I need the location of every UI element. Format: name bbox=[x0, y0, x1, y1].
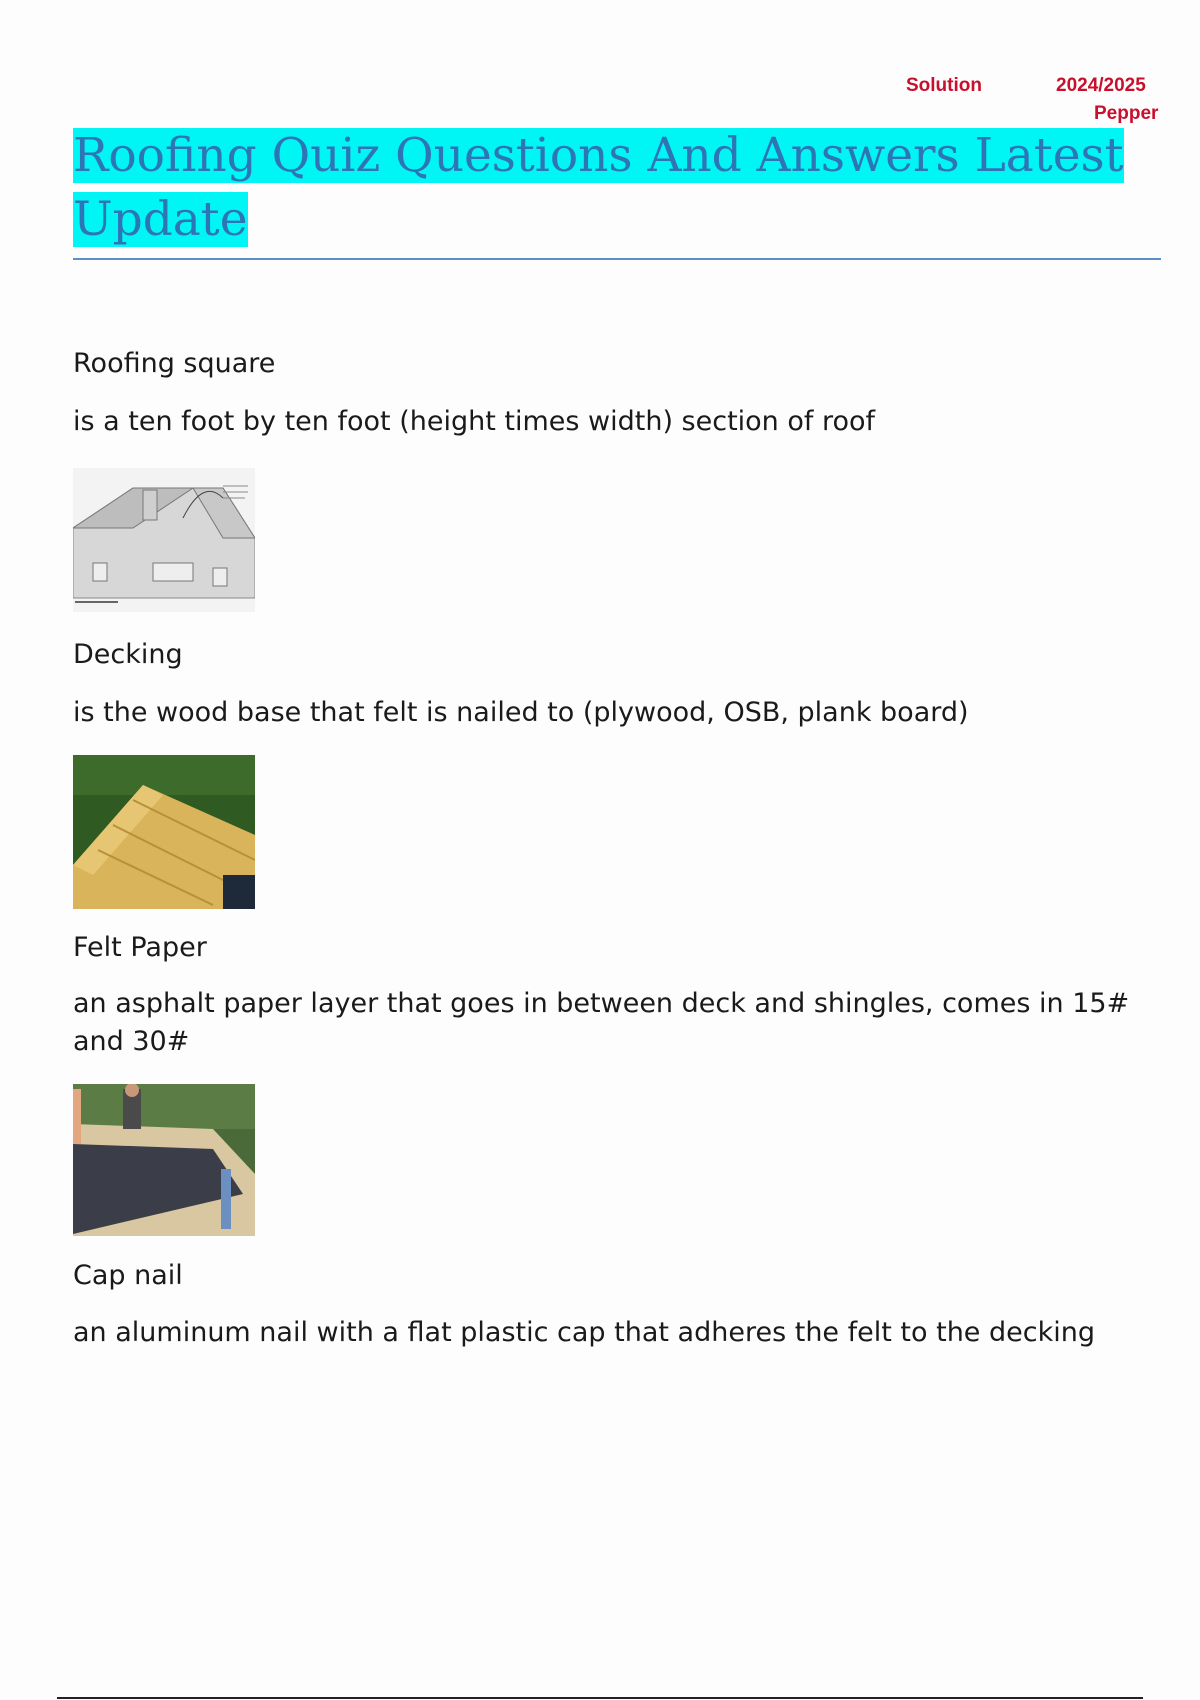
title-underline bbox=[73, 258, 1161, 260]
title-line-2: Update bbox=[73, 192, 248, 247]
entry-definition-felt-paper: an asphalt paper layer that goes in between deck and shingles, comes in 15# and 30# bbox=[73, 988, 1130, 1057]
roof-diagram-image bbox=[73, 468, 255, 612]
document-title bbox=[73, 124, 1161, 252]
entry-definition-decking: is the wood base that felt is nailed to (plywood, OSB, plank board) bbox=[73, 697, 969, 728]
header-year: 2024/2025 bbox=[1056, 75, 1146, 96]
entry-definition-roofing-square: is a ten foot by ten foot (height times width) section of roof bbox=[73, 406, 876, 437]
entry-term-cap-nail: Cap nail bbox=[73, 1260, 183, 1291]
entry-term-felt-paper: Felt Paper bbox=[73, 932, 207, 963]
entry-term-roofing-square: Roofing square bbox=[73, 348, 276, 379]
entry-definition-cap-nail: an aluminum nail with a flat plastic cap that adheres the felt to the decking bbox=[73, 1317, 1095, 1348]
entry-term-decking: Decking bbox=[73, 639, 183, 670]
plywood-deck-image bbox=[73, 755, 255, 909]
header-solution-label: Solution bbox=[906, 75, 982, 96]
felt-paper-roof-image bbox=[73, 1084, 255, 1236]
title-line-1: Roofing Quiz Questions And Answers Latest bbox=[73, 128, 1124, 183]
footer-rule bbox=[57, 1697, 1143, 1699]
header-author: Pepper bbox=[1094, 103, 1159, 124]
